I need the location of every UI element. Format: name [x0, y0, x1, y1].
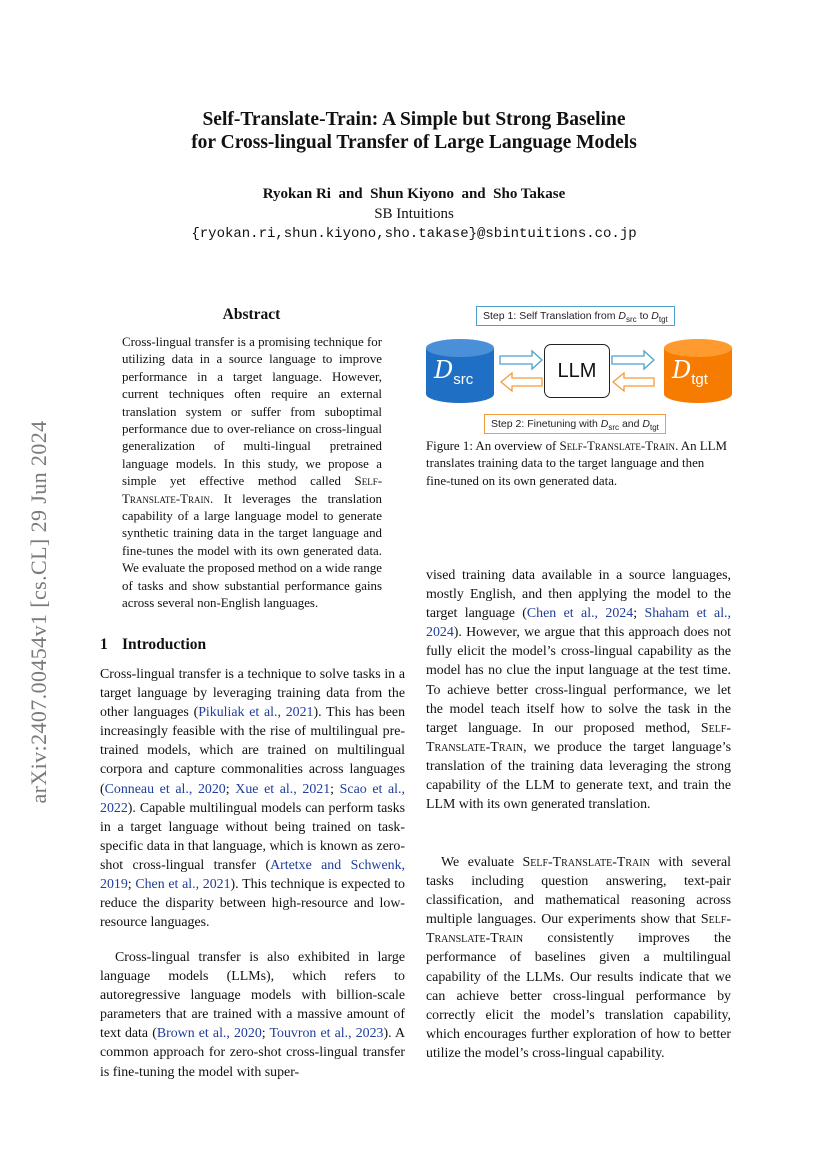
citation[interactable]: Chen et al., 2024 — [526, 606, 634, 622]
citation[interactable]: Artetxe and Schwenk, 2019 — [100, 857, 405, 893]
intro-paragraph-1: Cross-lingual transfer is a technique to solve tasks in a target language by leveraging training data from the other languages (Pikuliak et al., 2021). This has been increasingly feasible with the rise of multilingual pre-trained models, which are trained on multilingual corpora and capture commonalities across languages (Conneau et al., 2020; Xue et al., 2021; Scao et al., 2022). Capable multilingual models can perform tasks in a target language without being trained on task-specific data in that language, which is known as zero-shot cross-lingual transfer (Artetxe and Schwenk, 2019; Chen et al., 2021). This technique is expected to reduce the disparity between high-resource and low-resource languages. — [100, 667, 406, 931]
d-tgt-label: $D_{tgt}$ — [672, 356, 708, 388]
method-name: Self-Translate-Train — [426, 912, 731, 947]
section-title: Introduction — [122, 636, 207, 653]
d-tgt-symbol: $D_{tgt}$ — [651, 310, 668, 325]
d-src-label: $D_{src}$ — [434, 356, 474, 388]
paper-title-line1: Self-Translate-Train: A Simple but Strong Baseline — [202, 109, 626, 130]
section-heading — [100, 636, 206, 654]
arxiv-stamp — [22, 372, 56, 852]
author-list — [0, 186, 828, 203]
section-number: 1 — [100, 636, 108, 653]
intro-paragraph-3: vised training data available in a source languages, mostly English, and then applying the model to the target language (Chen et al., 2024; Shaham et al., 2024). However, we argue that this approach does not fully elicit the model’s cross-lingual capability as the model has no clue the input language at the test time. To achieve better cross-lingual performance, we let the model teach itself how to solve the task in the target language. In our proposed method, Self-Translate-Train, we produce the target language’s translation of the training data leveraging the strong capability of the LLM to generate text, and train the LLM with its own generated translation. — [426, 568, 731, 813]
citation[interactable]: Scao et al., 2022 — [100, 781, 405, 816]
arrow-src-to-llm-icon — [498, 348, 544, 394]
paper-title-line2: for Cross-lingual Transfer of Large Language Models — [191, 132, 637, 153]
citation[interactable]: Pikuliak et al., 2021 — [198, 705, 314, 721]
method-name: Self-Translate-Train — [122, 474, 382, 506]
figure-1 — [420, 300, 730, 432]
figure-1-caption: Figure 1: An overview of Self-Translate-Train. An LLM translates training data to the target language and then fine-tuned on its own generated data. — [426, 439, 727, 488]
d-src-symbol: $D_{src}$ — [618, 310, 637, 325]
author-sep-1: and — [338, 186, 363, 202]
step1-label — [476, 306, 675, 326]
citation[interactable]: Xue et al., 2021 — [235, 781, 331, 797]
citation[interactable]: Chen et al., 2021 — [135, 877, 231, 893]
method-name: Self-Translate-Train — [522, 855, 650, 870]
step2-text: Step 2: Finetuning with — [491, 418, 598, 430]
step2-label — [484, 414, 666, 434]
d-src-symbol-2: $D_{src}$ — [600, 418, 620, 433]
author-1: Ryokan Ri — [262, 186, 331, 202]
arrow-llm-to-tgt-icon — [610, 348, 656, 394]
citation[interactable]: Shaham et al., 2024 — [426, 606, 731, 641]
author-sep-2: and — [461, 186, 486, 202]
email: {ryokan.ri,shun.kiyono,sho.takase}@sbintuitions.co.jp — [191, 226, 637, 242]
affiliation: SB Intuitions — [374, 206, 454, 222]
abstract-text-1: Cross-lingual transfer is a promising technique for utilizing data in a source language to improve performance in a target language. However, current techniques often require an external translation system or suffer from suboptimal performance due to over-reliance on cross-lingual generalization of multi-lingual pretrained language models. In this study, we propose a simple yet effective method called — [122, 335, 382, 489]
step1-to: to — [639, 310, 649, 322]
author-2: Shun Kiyono — [370, 186, 454, 202]
arxiv-id: arXiv:2407.00454v1 [cs.CL] 29 Jun 2024 — [26, 420, 51, 804]
intro-paragraph-4: We evaluate Self-Translate-Train with several tasks including question answering, text-pair classification, and mathematical reasoning across multiple languages. Our experiments show that Self-Translate-Train consistently improves the performance of baselines given a multilingual capability of the LLMs. Our results indicate that we can achieve better cross-lingual performance by correctly elicit the model’s translation capability, which encourages further exploration of how to better utilize the model’s cross-lingual capability. — [426, 855, 731, 1061]
abstract-heading: Abstract — [222, 306, 281, 323]
citation[interactable]: Conneau et al., 2020 — [104, 781, 226, 797]
intro-paragraph-2: Cross-lingual transfer is also exhibited in large language models (LLMs), which refers to autoregressive language models with billion-scale parameters that are trained with a massive amount of text data (Brown et al., 2020; Touvron et al., 2023). A common approach for zero-shot cross-lingual transfer is fine-tuning the model with super- — [100, 950, 405, 1080]
citation[interactable]: Brown et al., 2020 — [156, 1026, 262, 1042]
author-3: Sho Takase — [493, 186, 566, 202]
abstract-body — [122, 334, 382, 613]
method-name: Self-Translate-Train — [426, 720, 731, 755]
abstract-text-2: . It leverages the translation capability of a large language model to generate synthetic training data in the target language and fine-tunes the model with its own generated data. We evaluate the proposed method on a wide range of tasks and show substantial performance gains across several non-English languages. — [122, 491, 382, 611]
step2-and: and — [621, 418, 640, 430]
step1-text: Step 1: Self Translation from — [483, 310, 616, 322]
llm-box: LLM — [544, 344, 610, 398]
d-tgt-symbol-2: $D_{tgt}$ — [642, 418, 659, 433]
citation[interactable]: Touvron et al., 2023 — [269, 1026, 384, 1042]
